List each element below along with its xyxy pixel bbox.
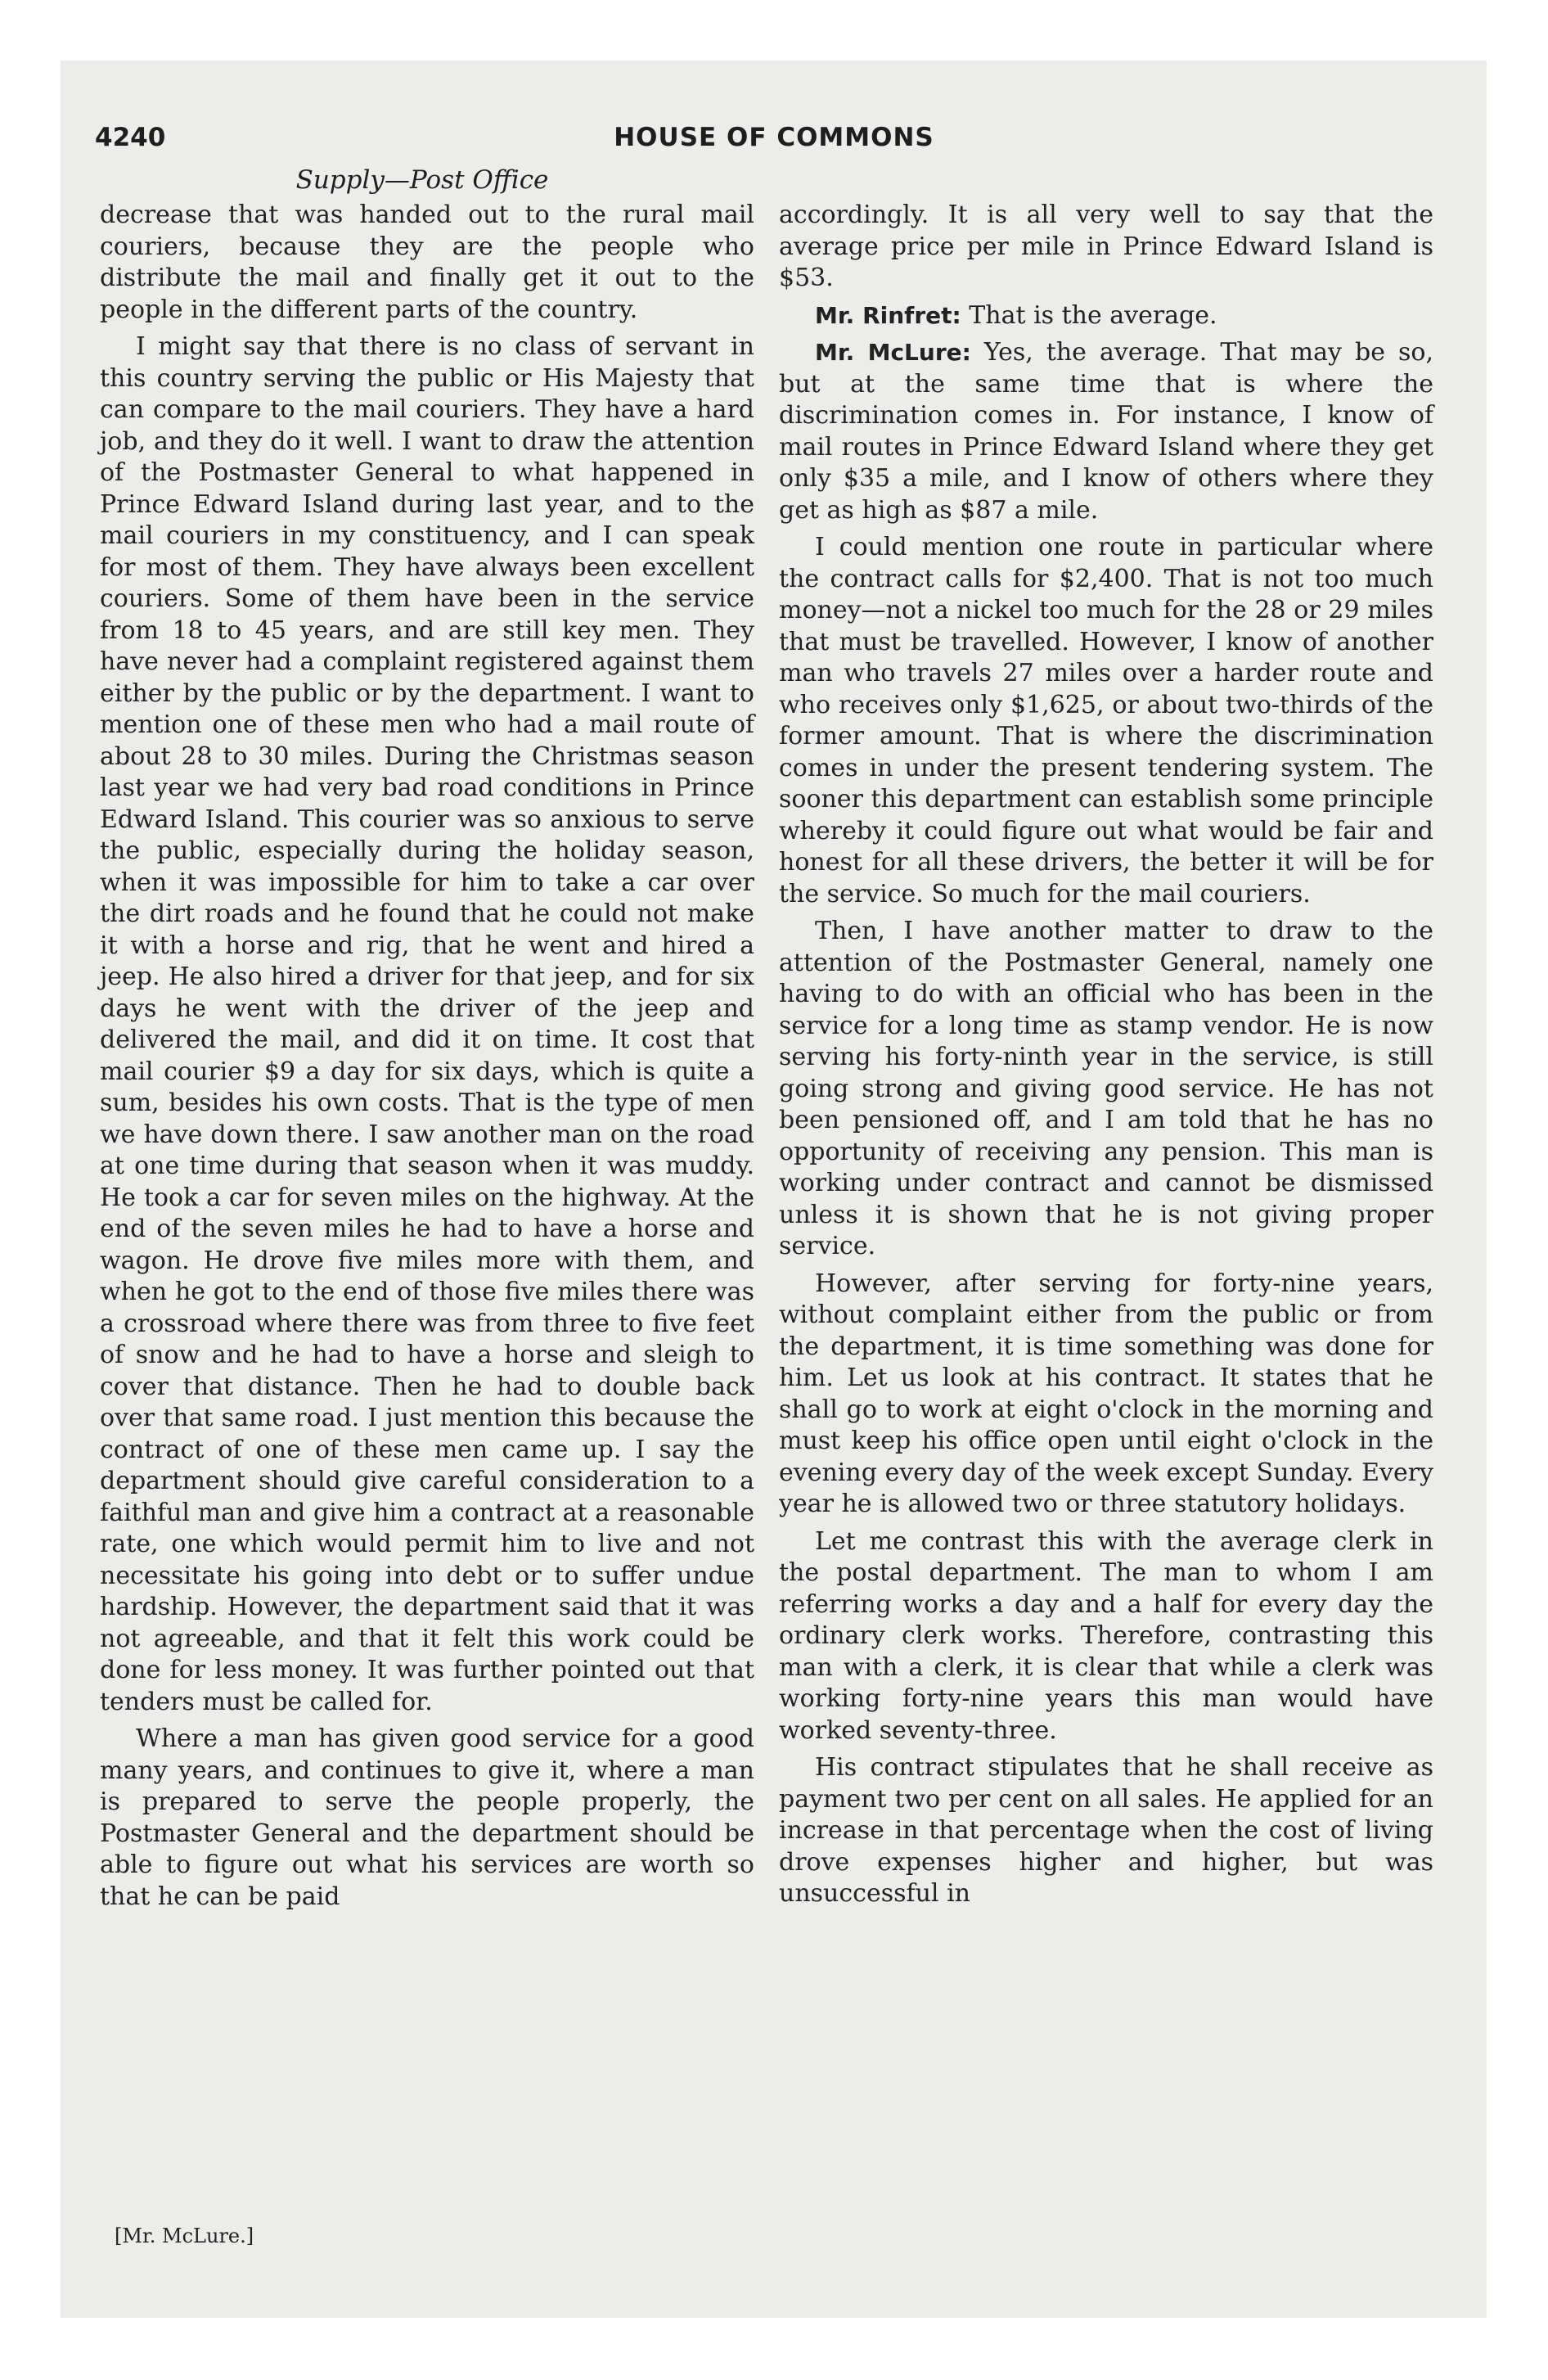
page-number: 4240	[95, 123, 166, 152]
footer-speaker-note: [Mr. McLure.]	[115, 2224, 254, 2247]
speaker-name: Mr. Rinfret:	[815, 301, 961, 329]
speech-text: Yes, the average. That may be so, but at the same time that is where the discrimination comes in. For instance, I know of mail routes in Prince Edward Island where they get only $35 a mile, and I know of others where they get as high as $87 a mile.	[779, 338, 1434, 525]
speech-text: That is the average.	[969, 300, 1217, 330]
speech	[779, 337, 1433, 526]
interjection	[779, 300, 1433, 332]
paragraph: decrease that was handed out to the rural mail couriers, because they are the people who distribute the mail and finally get it out to the people in the different parts of the country.	[100, 201, 754, 324]
speaker-name: Mr. McLure:	[815, 339, 971, 366]
paragraph: I could mention one route in particular where the contract calls for $2,400. That is not too much money—not a nickel too much for the 28 or 29 miles that must be travelled. However, I know of another man who travels 27 miles over a harder route and who receives only $1,625, or about two-thirds of the former amount. That is where the discrimination comes in under the present tendering system. The sooner this department can establish some principle whereby it could figure out what would be fair and honest for all these drivers, the better it will be for the service. So much for the mail couriers.	[779, 533, 1433, 908]
right-column	[779, 200, 1433, 1916]
section-heading: Supply—Post Office	[295, 165, 549, 195]
paragraph: Let me contrast this with the average clerk in the postal department. The man to whom I am referring works a day and a half for every day the ordinary clerk works. Therefore, contrasting this man with a clerk, it is clear that while a clerk was working forty-nine years this man would have worked seventy-three.	[779, 1526, 1433, 1745]
paragraph: accordingly. It is all very well to say that the average price per mile in Prince Edward Island is $53.	[779, 201, 1433, 292]
paragraph: Where a man has given good service for a good many years, and continues to give it, where a man is prepared to serve the people properly, the Postmaster General and the department should be able to figure out what his services are worth so that he can be paid	[100, 1724, 754, 1911]
paragraph: His contract stipulates that he shall receive as payment two per cent on all sales. He applied for an increase in that percentage when the cost of living drove expenses higher and higher, but was unsuccessful in	[779, 1753, 1433, 1908]
paragraph: I might say that there is no class of servant in this country serving the public or His Majesty that can compare to the mail couriers. They have a hard job, and they do it well. I want to draw the attention of the Postmaster General to what happened in Prince Edward Island during last year, and to the mail couriers in my constituency, and I can speak for most of them. They have always been excellent couriers. Some of them have been in the service from 18 to 45 years, and are still key men. They have never had a complaint registered against them either by the public or by the department. I want to mention one of these men who had a mail route of about 28 to 30 miles. During the Christmas season last year we had very bad road conditions in Prince Edward Island. This courier was so anxious to serve the public, especially during the holiday season, when it was impossible for him to take a car over the dirt roads and he found that he could not make it with a horse and rig, that he went and hired a jeep. He also hired a driver for that jeep, and for six days he went with the driver of the jeep and delivered the mail, and did it on time. It cost that mail courier $9 a day for six days, which is quite a sum, besides his own costs. That is the type of men we have down there. I saw another man on the road at one time during that season when it was muddy. He took a car for seven miles on the highway. At the end of the seven miles he had to have a horse and wagon. He drove five miles more with them, and when he got to the end of those five miles there was a crossroad where there was from three to five feet of snow and he had to have a horse and sleigh to cover that distance. Then he had to double back over that same road. I just mention this because the contract of one of these men came up. I say the department should give careful consideration to a faithful man and give him a contract at a reasonable rate, one which would permit him to live and not necessitate his going into debt or to suffer undue hardship. However, the department said that it was not agreeable, and that it felt this work could be done for less money. It was further pointed out that tenders must be called for.	[100, 332, 754, 1716]
paragraph: However, after serving for forty-nine years, without complaint either from the public or from the department, it is time something was done for him. Let us look at his contract. It states that he shall go to work at eight o'clock in the morning and must keep his office open until eight o'clock in the evening every day of the week except Sunday. Every year he is allowed two or three statutory holidays.	[779, 1269, 1433, 1518]
page-header	[95, 123, 1453, 164]
left-column	[100, 200, 754, 1918]
journal-title: HOUSE OF COMMONS	[614, 123, 934, 152]
paragraph: Then, I have another matter to draw to the attention of the Postmaster General, namely one having to do with an official who has been in the service for a long time as stamp vendor. He is now serving his forty-ninth year in the service, is still going strong and giving good service. He has not been pensioned off, and I am told that he has no opportunity of receiving any pension. This man is working under contract and cannot be dismissed unless it is shown that he is not giving proper service.	[779, 917, 1433, 1260]
